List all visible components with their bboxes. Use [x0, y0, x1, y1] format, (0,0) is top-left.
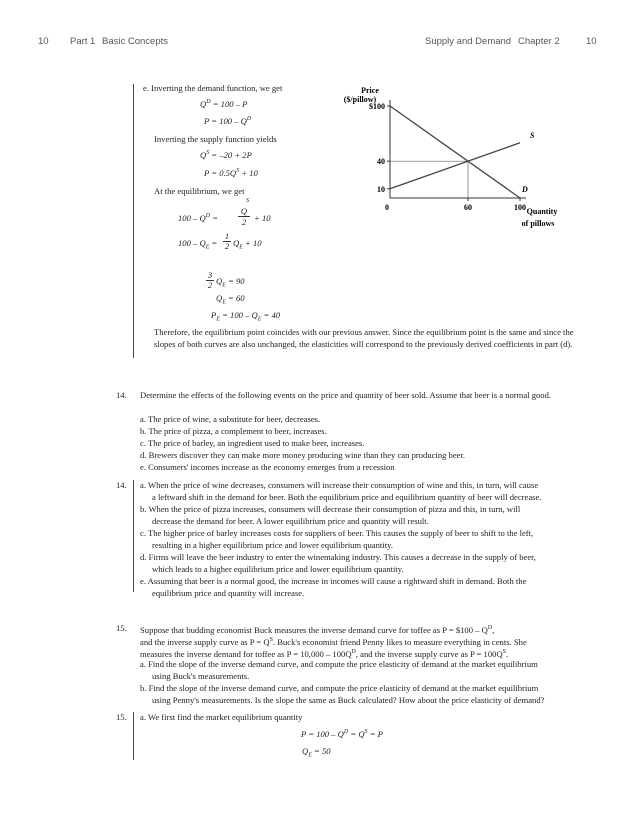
q15-line3-rest: , and the inverse supply curve as P = 100Q [355, 648, 503, 659]
series-line-d [390, 106, 520, 198]
q15-line2-text: and the inverse supply curve as P = Q [140, 636, 270, 647]
equation: $100 - Q_E$ = [178, 238, 218, 251]
equation: $Q_E + 10$ [233, 238, 262, 251]
page-number-right: 10 [586, 36, 597, 47]
q15-line1-text: Suppose that budding economist Buck measures the inverse demand curve for toffee as P = $100 – Q [140, 624, 488, 635]
q14-item: e. Consumers' incomes increase as the economy emerges from a recession [140, 462, 395, 472]
a14-a-line1: a. When the price of wine decreases, consumers will increase their consumption of wine and this, in turn, will cause [140, 480, 539, 490]
a14-b-line2: decrease the demand for beer. A lower equilibrium price and quantity will result. [152, 516, 429, 526]
series-line-s [390, 143, 520, 189]
q15-line3-text: measures the inverse demand for toffee as P = 10,000 – 100Q [140, 648, 352, 659]
a14-e-line1: e. Assuming that beer is a normal good, the increase in incomes will cause a rightward shift in demand. Both the [140, 576, 527, 586]
equation: $100 - Q^D$ = [178, 213, 218, 223]
q14-item: b. The price of pizza, a complement to beer, increases. [140, 426, 327, 436]
equation: + 10 [254, 213, 271, 223]
equation: 1 2 [224, 231, 230, 251]
demand-curve-label: D [522, 184, 528, 194]
equation: $P = 0.5Q^S + 10$ [204, 168, 258, 178]
x-axis-label: of pillows [521, 219, 555, 228]
a14-number: 14. [116, 480, 127, 490]
section-title: Supply and Demand [425, 36, 512, 47]
q14-number: 14. [116, 390, 127, 400]
y-axis-label: ($/pillow) [343, 95, 377, 104]
q15-line2: and the inverse supply curve as $P = Q^S$. Buck's economist friend Penny likes to measure everything in cents. She [140, 636, 527, 647]
part-label: Part 1 [70, 36, 96, 47]
equation: $P_E = 100 - Q_E = 40$ [211, 310, 281, 323]
chapter-label: Chapter 2 [518, 36, 560, 47]
equation: $P = 100 - Q^D = Q^S = P$ [301, 729, 383, 739]
equation: $Q_E = 60$ [216, 293, 245, 306]
equation: $Q_E = 90$ [216, 276, 245, 289]
q14-question: Determine the effects of the following events on the price and quantity of beer sold. Assume that beer is a normal good. [140, 390, 552, 400]
equation: 3 2 [207, 270, 213, 290]
y-tick-label: 10 [377, 184, 385, 194]
equation: S [246, 198, 249, 204]
q15-line2-rest: . Buck's economist friend Penny likes to measure everything in cents. She [272, 636, 527, 647]
q14-item: c. The price of barley, an ingredient used to make beer, increases. [140, 438, 365, 448]
y-tick-label: 40 [377, 157, 385, 167]
page-number-left: 10 [38, 36, 49, 47]
answer-margin-bar [133, 84, 134, 358]
y-tick-label: $100 [369, 102, 385, 111]
q15-line1: Suppose that budding economist Buck measures the inverse demand curve for toffee as P = $100 – $Q^D$, [140, 624, 495, 635]
supply-curve-label: S [530, 130, 535, 140]
q14-item: a. The price of wine, a substitute for beer, decreases. [140, 414, 321, 424]
inverting-supply-text: Inverting the supply function yields [154, 134, 277, 144]
q15-a-line1: a. Find the slope of the inverse demand curve, and compute the price elasticity of demand at the market equilibrium [140, 659, 538, 669]
q15-number: 15. [116, 623, 127, 633]
y-axis-label: Price [361, 86, 379, 95]
a14-c-line2: resulting in a higher equilibrium price and lower equilibrium quantity. [152, 540, 393, 550]
equation: $P = 100 - Q^D$ [204, 116, 252, 126]
equation: Q 2 [238, 206, 250, 227]
part-title: Basic Concepts [102, 36, 169, 47]
a14-d-line2: which leads to a higher equilibrium price and lower equilibrium quantity. [152, 564, 404, 574]
a15-a-text: a. We first find the market equilibrium quantity [140, 712, 303, 722]
x-tick-label: 60 [464, 203, 472, 212]
equation: $Q_E = 50$ [302, 746, 331, 759]
a14-b-line1: b. When the price of pizza increases, consumers will decrease their consumption of pizza and this, in turn, will [140, 504, 521, 514]
supply-demand-chart [330, 80, 590, 250]
q15-line3: measures the inverse demand for toffee as $P = 10,000 - 100Q^D$, and the inverse supply curve as $P = 100Q^S$. [140, 648, 509, 659]
equation: $Q^S = -20 + 2P$ [200, 150, 252, 160]
q15-b-line1: b. Find the slope of the inverse demand curve, and compute the price elasticity of demand at the market equilibrium [140, 683, 539, 693]
equation: $Q^D = 100 - P$ [200, 99, 248, 109]
origin-label: 0 [385, 203, 389, 212]
q14-item: d. Brewers discover they can make more money producing wine than they can producing beer. [140, 450, 466, 460]
at-equilibrium-text: At the equilibrium, we get [154, 186, 245, 196]
answer-margin-bar [133, 712, 134, 760]
q15-a-line2: using Buck's measurements. [152, 671, 250, 681]
answer-margin-bar [133, 480, 134, 592]
a14-d-line1: d. Firms will leave the beer industry to enter the winemaking industry. This causes a decrease in the supply of beer, [140, 552, 536, 562]
part-e-conclusion: Therefore, the equilibrium point coincides with our previous answer. Since the equilibrium point is the same and since the slopes of both curves are also unchanged, the elasticities will correspond to the previously derived coefficients in part (d). [154, 327, 574, 349]
a14-c-line1: c. The higher price of barley increases costs for suppliers of beer. This causes the supply of beer to shift to the left, [140, 528, 534, 538]
x-tick-label: 100 [514, 203, 526, 212]
part-e-intro: e. Inverting the demand function, we get [143, 83, 283, 93]
a14-a-line2: a leftward shift in the demand for beer. Both the equilibrium price and equilibrium quantity of beer will decrease. [152, 492, 542, 502]
x-axis-label: Quantity [526, 207, 558, 216]
a14-e-line2: equilibrium price and quantity will increase. [152, 588, 305, 598]
q15-b-line2: using Penny's measurements. Is the slope the same as Buck calculated? How about the price elasticity of demand? [152, 695, 545, 705]
a15-number: 15. [116, 712, 127, 722]
